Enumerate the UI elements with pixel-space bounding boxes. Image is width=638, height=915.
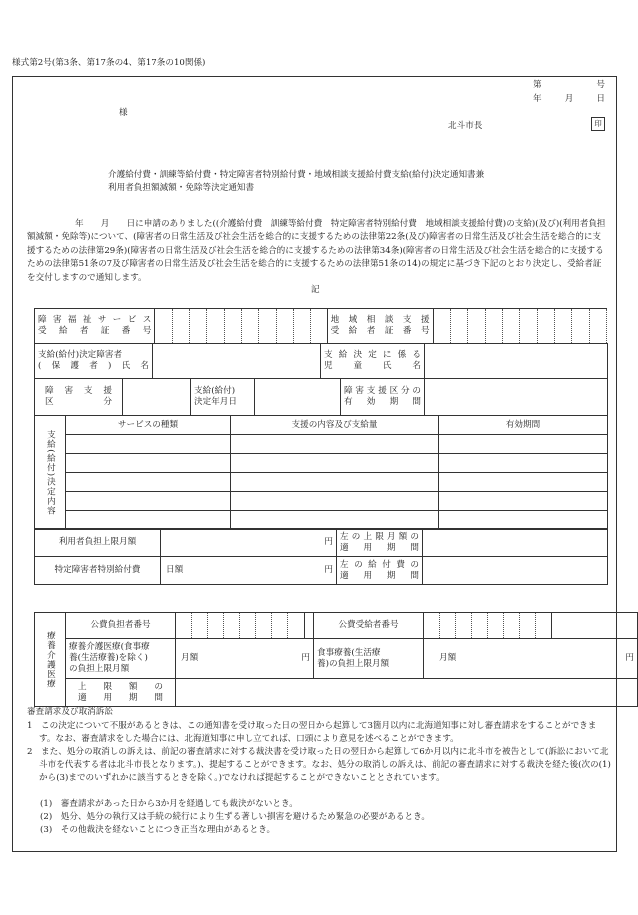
appeal-paragraph-2: 2 また、処分の取消しの訴えは、前記の審査請求に対する裁決書を受け取った日の翌日から起算して6か月以内に北斗市を被告として(訴訟において北斗市を代表する者は北斗市長となります。)、提起することができます。なお、処分の取消しの訴えは、前記の審査請求に対する裁決を経た後(次の(1)から(3)までのいずれかに該当するときを除く。)でなければ提起することができないこととされています。 bbox=[27, 747, 611, 783]
user-limit-value[interactable] bbox=[161, 529, 337, 557]
date-month: 月 bbox=[564, 94, 574, 104]
decision-date-value[interactable] bbox=[255, 379, 341, 416]
digit-cell[interactable] bbox=[259, 309, 276, 344]
digit-cell[interactable] bbox=[288, 613, 305, 639]
service-type-cell[interactable] bbox=[66, 473, 231, 492]
support-class-label: 障害支援 区分 bbox=[35, 379, 123, 416]
digit-cell[interactable] bbox=[536, 613, 552, 639]
special-benefit-value[interactable] bbox=[161, 557, 337, 585]
welfare-certificate-label: 障害福祉サービス 受給者証番号 bbox=[35, 309, 155, 344]
seal-mark: 印 bbox=[591, 117, 605, 131]
digit-cell[interactable] bbox=[520, 613, 536, 639]
daily-label: 日額 bbox=[166, 565, 184, 576]
service-type-cell[interactable] bbox=[66, 435, 231, 454]
meal-limit-label: 食事療養(生活療 養)の負担上限月額 bbox=[314, 639, 424, 679]
digit-cell[interactable] bbox=[224, 309, 241, 344]
digit-cell[interactable] bbox=[502, 309, 519, 344]
medical-limit-label: 療養介護医療(食事療 養(生活療養)を除く) の負担上限月額 bbox=[66, 639, 176, 679]
validity-cell[interactable] bbox=[439, 492, 608, 511]
sender: 北斗市長 bbox=[448, 121, 483, 131]
date-year: 年 bbox=[533, 94, 542, 104]
digit-cell[interactable] bbox=[293, 309, 310, 344]
ki-mark: 記 bbox=[311, 285, 320, 295]
digit-cell[interactable] bbox=[450, 309, 467, 344]
spacer-cell bbox=[552, 613, 638, 639]
digit-cell[interactable] bbox=[537, 309, 554, 344]
digit-cell[interactable] bbox=[172, 309, 189, 344]
validity-header: 有効期間 bbox=[439, 416, 608, 435]
certificate-number-table bbox=[34, 308, 607, 344]
digit-cell[interactable] bbox=[424, 613, 440, 639]
date-day: 日 bbox=[596, 94, 605, 104]
digit-cell[interactable] bbox=[589, 309, 606, 344]
support-class-value[interactable] bbox=[123, 379, 191, 416]
support-amount-header: 支援の内容及び支給量 bbox=[231, 416, 439, 435]
digit-cell[interactable] bbox=[433, 309, 450, 344]
form-number: 様式第2号(第3条、第17条の4、第17条の10関係) bbox=[12, 58, 206, 68]
special-benefit-label: 特定障害者特別給付費 bbox=[35, 557, 161, 585]
service-type-cell[interactable] bbox=[66, 454, 231, 473]
yen-unit: 円 bbox=[301, 653, 310, 664]
meal-limit-value[interactable] bbox=[424, 639, 638, 679]
support-class-validity-label: 障害支援区分の 有効期間 bbox=[341, 379, 425, 416]
monthly-label: 月額 bbox=[181, 653, 199, 664]
digit-cell[interactable] bbox=[468, 309, 485, 344]
service-type-cell[interactable] bbox=[66, 511, 231, 530]
service-type-header: サービスの種類 bbox=[66, 416, 231, 435]
digit-cell[interactable] bbox=[440, 613, 456, 639]
service-type-cell[interactable] bbox=[66, 492, 231, 511]
digit-cell[interactable] bbox=[208, 613, 224, 639]
digit-cell[interactable] bbox=[554, 309, 571, 344]
digit-cell[interactable] bbox=[485, 309, 502, 344]
validity-cell[interactable] bbox=[439, 511, 608, 530]
digit-cell[interactable] bbox=[224, 613, 240, 639]
yen-unit: 円 bbox=[324, 565, 333, 576]
document-title-line2: 利用者負担額減額・免除等決定通知書 bbox=[108, 183, 255, 193]
support-amount-cell[interactable] bbox=[231, 473, 439, 492]
support-amount-cell[interactable] bbox=[231, 435, 439, 454]
support-amount-cell[interactable] bbox=[231, 454, 439, 473]
burden-limit-table bbox=[34, 528, 608, 585]
appeal-item-1: (1) 審査請求があった日から3か月を経過しても裁決がないとき。 bbox=[40, 799, 298, 809]
benefit-period-label: 左の給付費の 適用期間 bbox=[337, 557, 423, 585]
yen-unit: 円 bbox=[625, 653, 634, 664]
appeal-item-2: (2) 処分、処分の執行又は手続の続行により生ずる著しい損害を避けるため緊急の必要があるとき。 bbox=[40, 812, 430, 822]
digit-cell[interactable] bbox=[272, 613, 288, 639]
child-name-value[interactable] bbox=[425, 344, 608, 379]
digit-cell[interactable] bbox=[207, 309, 224, 344]
number-prefix: 第 bbox=[533, 80, 542, 90]
digit-cell[interactable] bbox=[276, 309, 293, 344]
appeal-item-3: (3) その他裁決を経ないことにつき正当な理由があるとき。 bbox=[40, 825, 276, 835]
document-date bbox=[533, 94, 605, 106]
regional-certificate-label: 地域相談支援 受給者証番号 bbox=[327, 309, 433, 344]
care-medical-table bbox=[34, 612, 638, 707]
care-period-label: 上限額の 適用期間 bbox=[66, 679, 176, 707]
support-amount-cell[interactable] bbox=[231, 492, 439, 511]
support-class-validity-value[interactable] bbox=[425, 379, 608, 416]
digit-cell[interactable] bbox=[456, 613, 472, 639]
care-period-value[interactable] bbox=[176, 679, 638, 707]
appeal-paragraph-1: 1 この決定について不服があるときは、この通知書を受け取った日の翌日から起算して3箇月以内に北海道知事に対し審査請求をすることができます。なお、審査請求をした場合には、北海道知事に申し立てれば、口頭により意見を述べることができます。 bbox=[27, 721, 597, 744]
support-amount-cell[interactable] bbox=[231, 511, 439, 530]
monthly-label: 月額 bbox=[439, 653, 457, 664]
digit-cell[interactable] bbox=[189, 309, 206, 344]
digit-cell[interactable] bbox=[520, 309, 537, 344]
digit-cell[interactable] bbox=[176, 613, 192, 639]
digit-cell[interactable] bbox=[572, 309, 589, 344]
appeal-title: 審査請求及び取消訴訟 bbox=[27, 707, 113, 717]
digit-cell[interactable] bbox=[311, 309, 327, 344]
digit-cell[interactable] bbox=[504, 613, 520, 639]
limit-period-value[interactable] bbox=[423, 529, 608, 557]
validity-cell[interactable] bbox=[439, 435, 608, 454]
document-title-line1: 介護給付費・訓練等給付費・特定障害者特別給付費・地域相談支援給付費支給(給付)決定通知書兼 bbox=[108, 170, 485, 180]
number-suffix: 号 bbox=[596, 80, 605, 90]
user-limit-label: 利用者負担上限月額 bbox=[35, 529, 161, 557]
spacer-cell bbox=[305, 613, 314, 639]
digit-cell[interactable] bbox=[472, 613, 488, 639]
public-payer-label: 公費負担者番号 bbox=[66, 613, 176, 639]
validity-cell[interactable] bbox=[439, 454, 608, 473]
decision-content-label: 支給(給付)決定内容 bbox=[35, 416, 66, 530]
medical-limit-value[interactable] bbox=[176, 639, 314, 679]
limit-period-label: 左の上限月額の 適用期間 bbox=[337, 529, 423, 557]
digit-cell[interactable] bbox=[256, 613, 272, 639]
support-class-table bbox=[34, 378, 608, 416]
digit-cell[interactable] bbox=[240, 613, 256, 639]
digit-cell[interactable] bbox=[488, 613, 504, 639]
care-medical-label: 療養介護医療 bbox=[35, 613, 66, 707]
yen-unit: 円 bbox=[324, 537, 333, 548]
benefit-period-value[interactable] bbox=[423, 557, 608, 585]
public-recipient-label: 公費受給者番号 bbox=[314, 613, 424, 639]
digit-cell[interactable] bbox=[155, 309, 172, 344]
decision-content-table bbox=[34, 415, 608, 530]
validity-cell[interactable] bbox=[439, 473, 608, 492]
addressee: 様 bbox=[119, 108, 128, 118]
decided-person-label: 支給(給付)決定障害者 (保護者)氏名 bbox=[35, 344, 153, 379]
child-name-label: 支給決定に係る 児童氏名 bbox=[321, 344, 425, 379]
digit-cell[interactable] bbox=[241, 309, 258, 344]
name-table bbox=[34, 343, 608, 379]
notice-body: 年 月 日に申請のありました((介護給付費 訓練等給付費 特定障害者特別給付費 地域相談支援給付費)の支給)(及び)(利用者負担額減額・免除等)について、(障害者の日常生活及び社会生活を総合的に支援するための法律第22条(及び)障害者の日常生活及び社会生活を総合的に支援するための法律第29条)(障害者の日常生活及び社会生活を総合的に支援するための法律第34条)(障害者の日常生活及び社会生活を総合的に支援するための法律第51条の7及び障害者の日常生活及び社会生活を総合的に支援するための法律第51条の14)の規定に基づき下記のとおり決定し、受給者証を交付しますので通知します。 bbox=[27, 219, 606, 283]
digit-cell[interactable] bbox=[192, 613, 208, 639]
decided-person-value[interactable] bbox=[153, 344, 321, 379]
document-number bbox=[533, 80, 605, 92]
decision-date-label: 支給(給付) 決定年月日 bbox=[191, 379, 255, 416]
